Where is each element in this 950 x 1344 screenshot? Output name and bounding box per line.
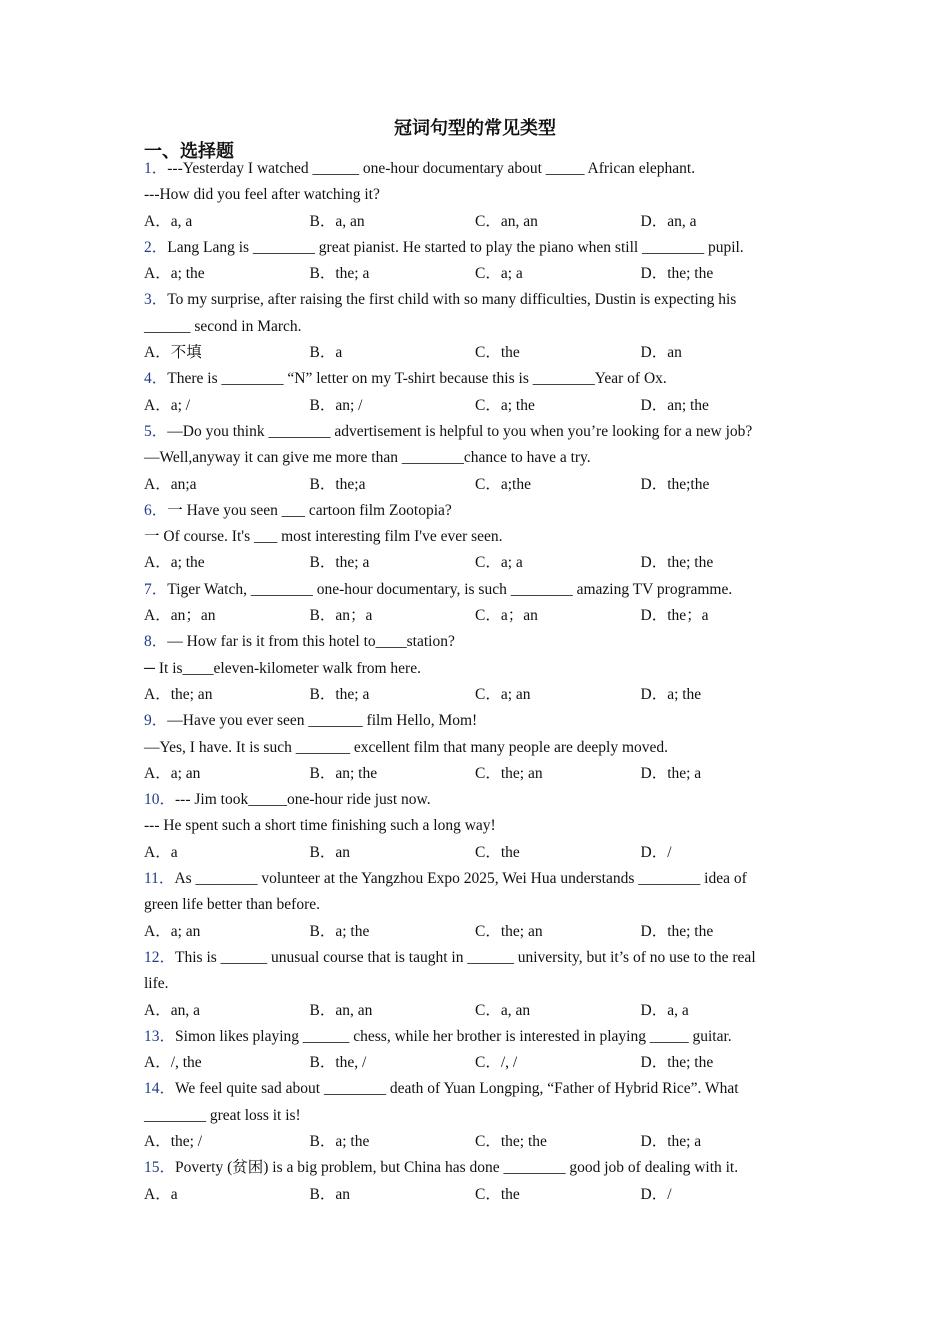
answer-option[interactable]: D．the; a	[640, 1132, 702, 1150]
answer-option[interactable]: C．a; a	[475, 265, 523, 283]
question-number: 9．	[144, 712, 168, 730]
answer-option[interactable]: D．the；a	[640, 607, 709, 625]
answer-option[interactable]: B．an; /	[309, 396, 363, 414]
question-item	[144, 866, 814, 945]
question-item	[144, 498, 814, 577]
answer-option[interactable]: B．the;a	[309, 475, 366, 493]
question-item	[144, 1155, 814, 1208]
question-text: There is ________ “N” letter on my T-shirt because this is ________Year of Ox.	[167, 370, 667, 388]
answer-option[interactable]: C．a; a	[475, 554, 523, 572]
answer-option[interactable]: C．the	[475, 1185, 520, 1203]
question-text: —Have you ever seen _______ film Hello, Mom!	[167, 712, 478, 730]
answer-option[interactable]: A．the; an	[144, 685, 213, 703]
question-number: 4．	[144, 370, 168, 388]
answer-option[interactable]: C．the; the	[475, 1132, 547, 1150]
question-number: 15．	[144, 1159, 176, 1177]
question-item	[144, 1076, 814, 1155]
answer-option[interactable]: B．an, an	[309, 1001, 373, 1019]
question-number: 1．	[144, 160, 168, 177]
answer-option[interactable]: D．/	[640, 1185, 672, 1203]
answer-option[interactable]: C．the; an	[475, 764, 543, 782]
question-text-line	[144, 1024, 814, 1050]
question-item	[144, 156, 814, 235]
answer-option[interactable]: B．an	[309, 1185, 350, 1203]
question-text-line	[144, 735, 814, 761]
answer-option[interactable]: B．the, /	[309, 1054, 367, 1072]
question-number: 3．	[144, 291, 168, 309]
question-text: Simon likes playing ______ chess, while her brother is interested in playing _____ guitar.	[175, 1027, 732, 1045]
question-text: --- He spent such a short time finishing such a long way!	[144, 817, 496, 835]
question-text: —Yes, I have. It is such _______ excellent film that many people are deeply moved.	[144, 738, 669, 756]
answer-options	[144, 1129, 814, 1155]
answer-option[interactable]: D．/	[640, 843, 672, 861]
answer-option[interactable]: C．a; the	[475, 396, 535, 414]
question-text-line	[144, 156, 814, 182]
question-text-line	[144, 945, 814, 971]
answer-option[interactable]: B．the; a	[309, 265, 370, 283]
question-item	[144, 629, 814, 708]
answer-option[interactable]: D．the; the	[640, 1054, 714, 1072]
answer-option[interactable]: C．the; an	[475, 922, 543, 940]
answer-options	[144, 261, 814, 287]
answer-option[interactable]: C．the	[475, 843, 520, 861]
question-text-line	[144, 787, 814, 813]
question-text: 一 Of course. It's ___ most interesting film I've ever seen.	[144, 528, 503, 546]
question-text: --- Jim took_____one-hour ride just now.	[175, 791, 431, 809]
answer-options	[144, 550, 814, 576]
question-item	[144, 419, 814, 498]
answer-options	[144, 682, 814, 708]
question-text: ---How did you feel after watching it?	[144, 186, 380, 204]
question-number: 7．	[144, 580, 168, 598]
answer-option[interactable]: B．a	[309, 344, 343, 362]
question-number: 8．	[144, 633, 168, 651]
question-text: Poverty (贫困) is a big problem, but China has done ________ good job of dealing with it.	[175, 1159, 739, 1177]
answer-option[interactable]: D．the; a	[640, 764, 702, 782]
question-text-line	[144, 866, 814, 892]
document-title: 冠词句型的常见类型	[394, 118, 556, 139]
answer-option[interactable]: C．an, an	[475, 212, 538, 230]
answer-option[interactable]: C．the	[475, 344, 520, 362]
question-text: As ________ volunteer at the Yangzhou Expo 2025, Wei Hua understands ________ idea of	[174, 870, 747, 888]
answer-option[interactable]: C．a; an	[475, 685, 531, 703]
question-text-line	[144, 971, 814, 997]
question-text-line	[144, 419, 814, 445]
answer-option[interactable]: B．a, an	[309, 212, 365, 230]
question-text-line	[144, 1155, 814, 1181]
answer-option[interactable]: A．a	[144, 1185, 178, 1203]
question-item	[144, 708, 814, 787]
question-text-line	[144, 577, 814, 603]
answer-option[interactable]: D．an; the	[640, 396, 709, 414]
question-item	[144, 287, 814, 366]
question-text-line	[144, 314, 814, 340]
answer-option[interactable]: C．a；an	[475, 607, 538, 625]
answer-option[interactable]: A．a; /	[144, 396, 191, 414]
answer-option[interactable]: A．an, a	[144, 1001, 200, 1019]
question-text: We feel quite sad about ________ death of Yuan Longping, “Father of Hybrid Rice”. What	[175, 1080, 739, 1098]
question-text-line	[144, 708, 814, 734]
question-text-line	[144, 1076, 814, 1102]
question-text: ________ great loss it is!	[144, 1106, 301, 1124]
answer-option[interactable]: B．a; the	[309, 922, 370, 940]
answer-options	[144, 1050, 814, 1076]
answer-option[interactable]: D．the; the	[640, 922, 714, 940]
answer-options	[144, 1182, 814, 1208]
answer-option[interactable]: B．an；a	[309, 607, 373, 625]
question-text: To my surprise, after raising the first child with so many difficulties, Dustin is expecting his	[167, 291, 737, 309]
answer-option[interactable]: A．a, a	[144, 212, 193, 230]
question-number: 11．	[144, 870, 175, 888]
answer-option[interactable]: B．the; a	[309, 554, 370, 572]
question-number: 6．	[144, 501, 168, 519]
answer-option[interactable]: D．a; the	[640, 685, 702, 703]
question-text: Tiger Watch, ________ one-hour documentary, is such ________ amazing TV programme.	[167, 580, 733, 598]
answer-option[interactable]: A．the; /	[144, 1132, 203, 1150]
question-text: ---Yesterday I watched ______ one-hour documentary about _____ African elephant.	[167, 160, 696, 177]
question-text: life.	[144, 975, 169, 993]
question-text-line	[144, 182, 814, 208]
question-text: — How far is it from this hotel to____station?	[167, 633, 455, 651]
question-text-line	[144, 629, 814, 655]
question-number: 10．	[144, 791, 176, 809]
answer-option[interactable]: A．a	[144, 843, 178, 861]
question-text-line	[144, 892, 814, 918]
answer-options	[144, 472, 814, 498]
answer-option[interactable]: D．an, a	[640, 212, 697, 230]
answer-option[interactable]: A．an;a	[144, 475, 197, 493]
question-text: —Do you think ________ advertisement is helpful to you when you’re looking for a new job?	[167, 422, 753, 440]
question-number: 13．	[144, 1027, 176, 1045]
answer-options	[144, 919, 814, 945]
question-item	[144, 577, 814, 630]
question-text-line	[144, 498, 814, 524]
question-text-line	[144, 366, 814, 392]
answer-option[interactable]: B．an; the	[309, 764, 378, 782]
question-item	[144, 945, 814, 1024]
question-number: 5．	[144, 422, 168, 440]
question-text-line	[144, 524, 814, 550]
question-text: ─ It is____eleven-kilometer walk from here.	[144, 659, 421, 677]
answer-options	[144, 761, 814, 787]
answer-option[interactable]: B．a; the	[309, 1132, 370, 1150]
question-number: 12．	[144, 948, 176, 966]
answer-options	[144, 393, 814, 419]
question-text-line	[144, 813, 814, 839]
question-text: 一 Have you seen ___ cartoon film Zootopia?	[167, 501, 452, 519]
answer-options	[144, 209, 814, 235]
answer-option[interactable]: D．the;the	[640, 475, 710, 493]
question-text-line	[144, 1103, 814, 1129]
answer-option[interactable]: A．不填	[144, 344, 202, 362]
answer-options	[144, 340, 814, 366]
question-text: green life better than before.	[144, 896, 321, 914]
answer-option[interactable]: D．the; the	[640, 554, 714, 572]
answer-option[interactable]: A．a; the	[144, 554, 205, 572]
question-number: 2．	[144, 238, 168, 256]
answer-option[interactable]: A．a; the	[144, 265, 205, 283]
question-item	[144, 235, 814, 288]
answer-option[interactable]: D．the; the	[640, 265, 714, 283]
answer-option[interactable]: A．an；an	[144, 607, 216, 625]
answer-option[interactable]: A．a; an	[144, 922, 201, 940]
answer-option[interactable]: D．a, a	[640, 1001, 689, 1019]
answer-option[interactable]: B．an	[309, 843, 350, 861]
question-text: —Well,anyway it can give me more than ________chance to have a try.	[144, 449, 591, 467]
answer-option[interactable]: A．a; an	[144, 764, 201, 782]
answer-option[interactable]: A．/, the	[144, 1054, 202, 1072]
question-text: This is ______ unusual course that is taught in ______ university, but it’s of no use to the real	[175, 948, 756, 966]
answer-options	[144, 998, 814, 1024]
answer-option[interactable]: C．a, an	[475, 1001, 531, 1019]
question-text-line	[144, 287, 814, 313]
question-list	[144, 156, 814, 1208]
question-item	[144, 1024, 814, 1077]
question-text: Lang Lang is ________ great pianist. He started to play the piano when still ________ pupil.	[167, 238, 744, 256]
answer-option[interactable]: D．an	[640, 344, 682, 362]
question-number: 14．	[144, 1080, 176, 1098]
question-item	[144, 787, 814, 866]
section-heading: 一、选择题	[144, 141, 234, 162]
answer-option[interactable]: B．the; a	[309, 685, 370, 703]
answer-option[interactable]: C．/, /	[475, 1054, 518, 1072]
answer-options	[144, 840, 814, 866]
question-text-line	[144, 445, 814, 471]
answer-option[interactable]: C．a;the	[475, 475, 531, 493]
question-text-line	[144, 656, 814, 682]
question-text: ______ second in March.	[144, 317, 302, 335]
question-item	[144, 366, 814, 419]
question-text-line	[144, 235, 814, 261]
answer-options	[144, 603, 814, 629]
